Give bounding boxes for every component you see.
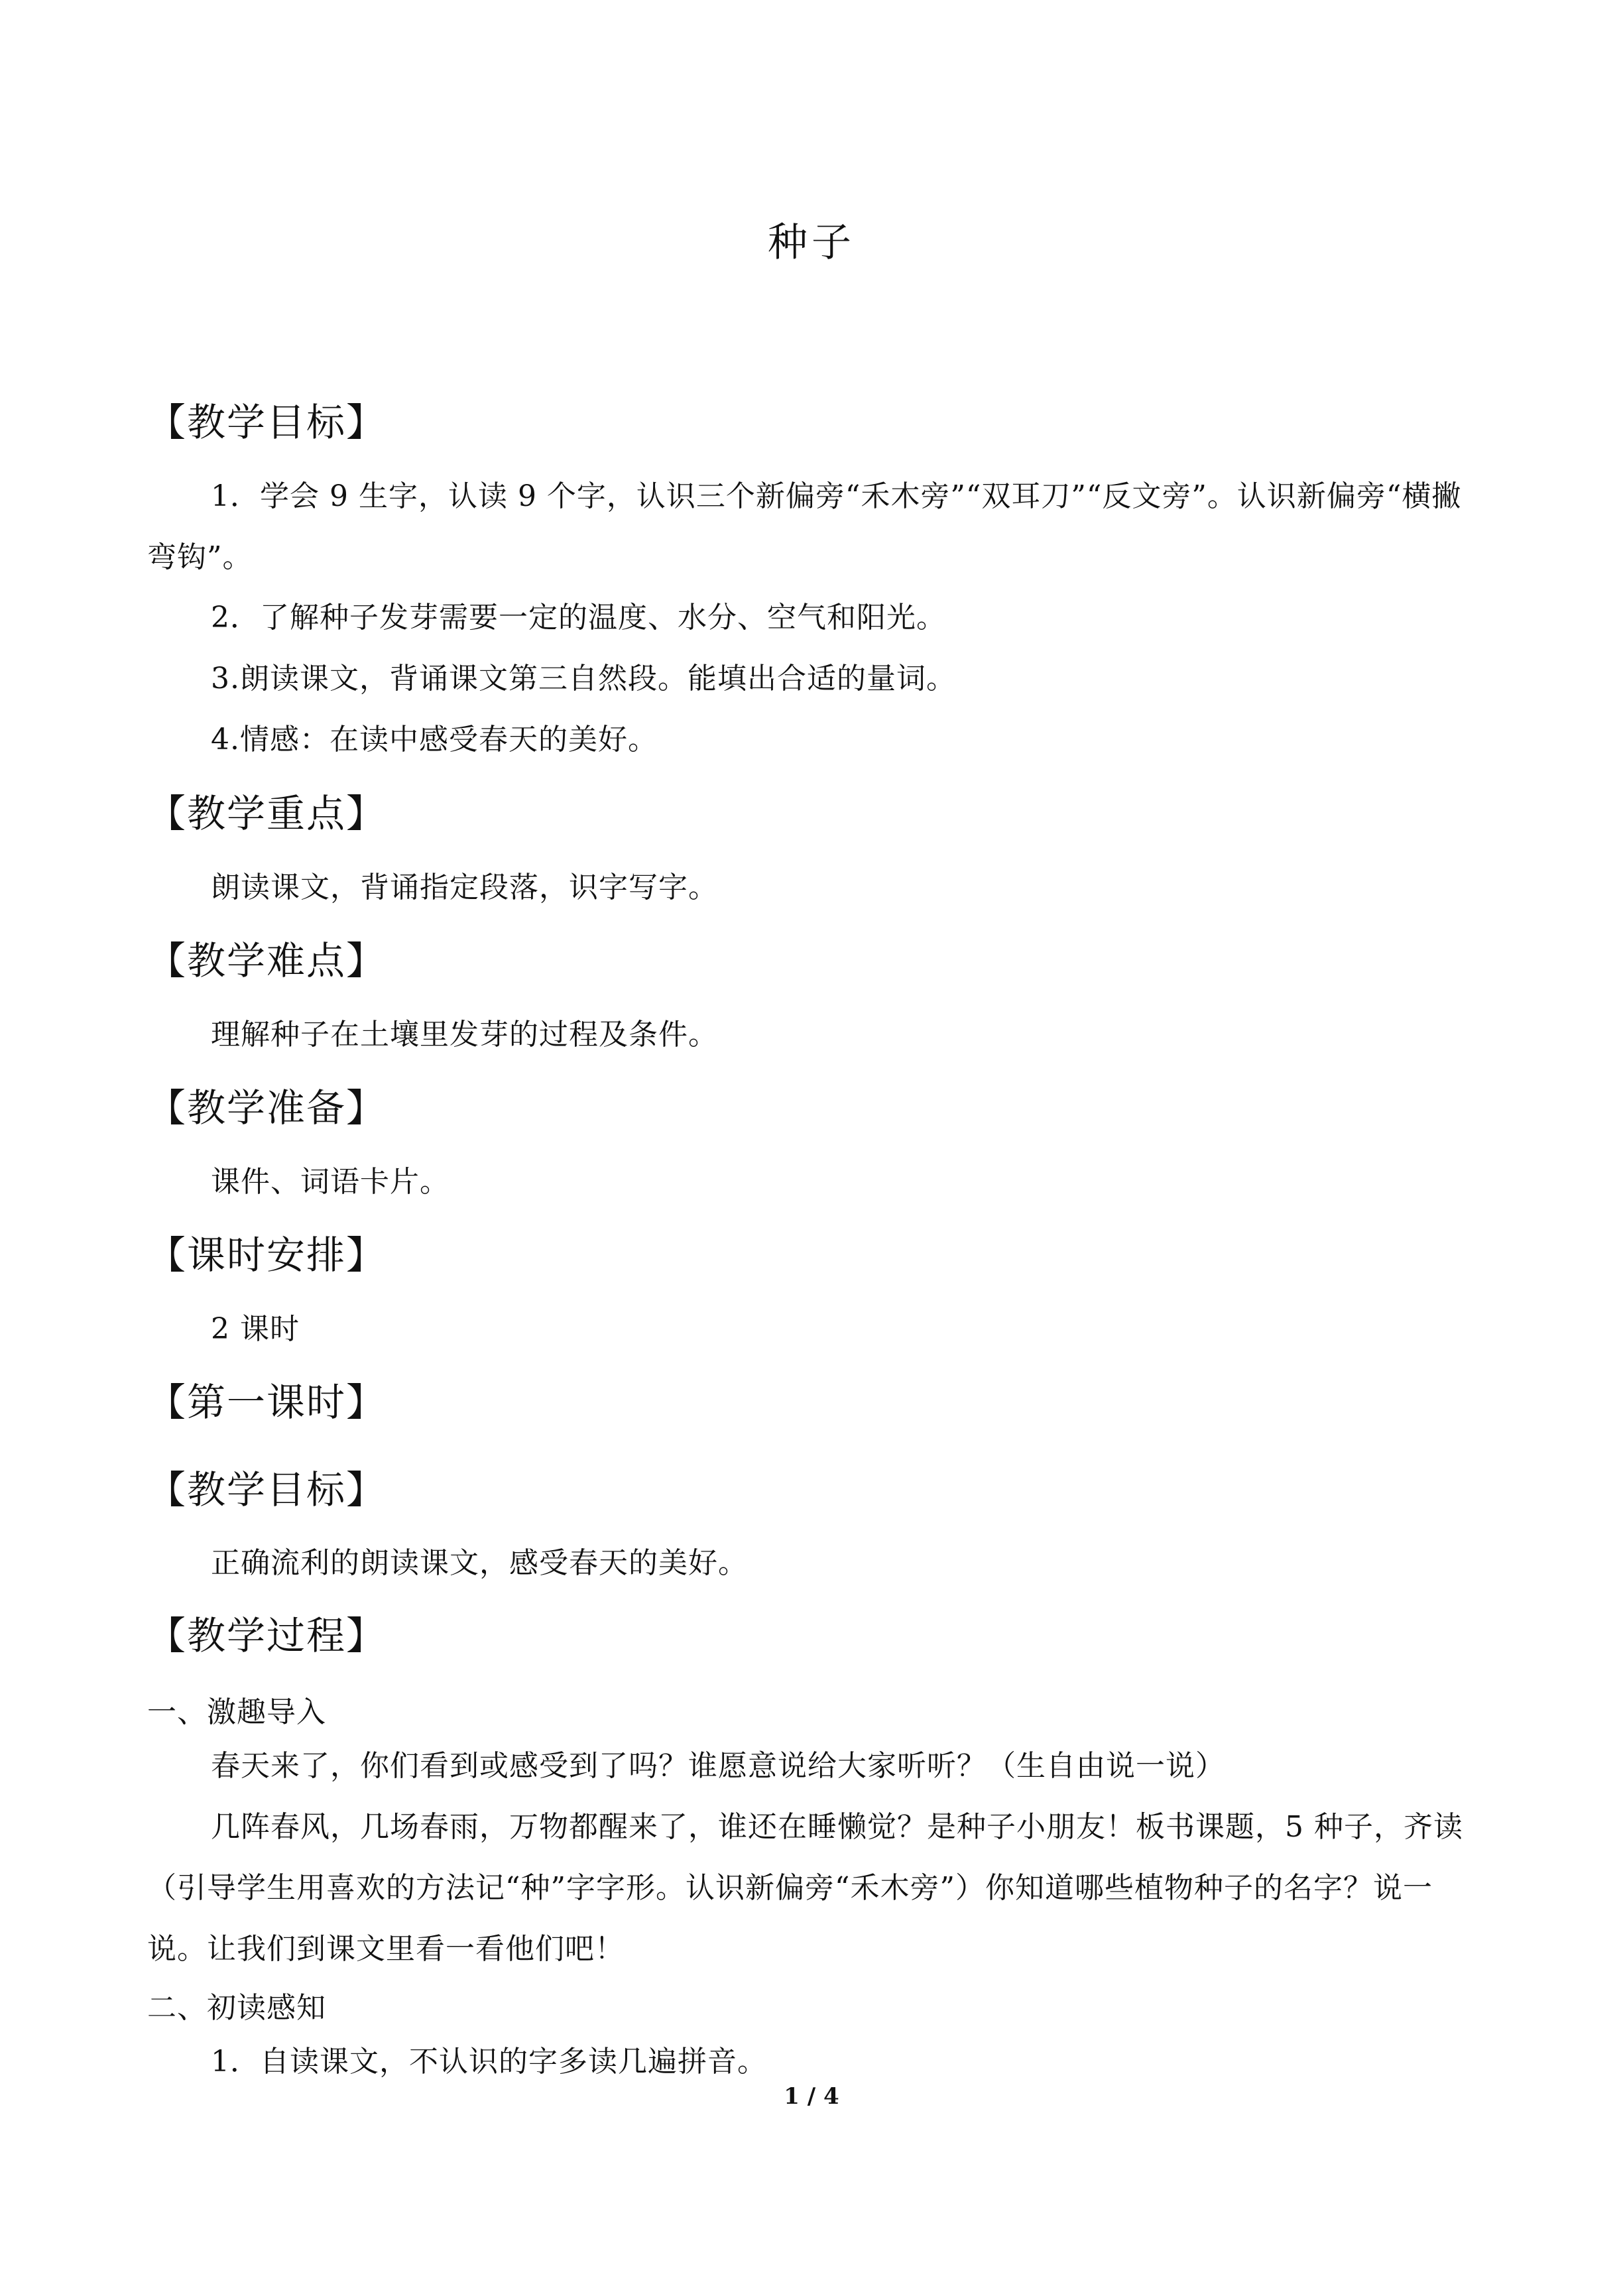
heading-schedule: 【课时安排】 (147, 1233, 387, 1278)
heading-difficulties: 【教学难点】 (147, 938, 387, 983)
schedule-text: 2 课时 (211, 1312, 300, 1346)
heading-objectives-2: 【教学目标】 (147, 1467, 387, 1512)
process-section-2-title: 二、初读感知 (147, 1991, 326, 2025)
page-number: 1 / 4 (784, 2083, 839, 2110)
difficulties-text: 理解种子在土壤里发芽的过程及条件。 (211, 1018, 718, 1052)
heading-first-lesson: 【第一课时】 (147, 1380, 387, 1425)
process-section-2-item-1: 1．自读课文，不认识的字多读几遍拼音。 (211, 2045, 767, 2079)
objectives-2-text: 正确流利的朗读课文，感受春天的美好。 (211, 1546, 748, 1580)
page-title: 种子 (768, 219, 855, 266)
key-points-text: 朗读课文，背诵指定段落，识字写字。 (211, 871, 718, 904)
heading-process: 【教学过程】 (147, 1613, 387, 1658)
objective-1: 1．学会 9 生字，认读 9 个字，认识三个新偏旁“禾木旁”“双耳刀”“反文旁”。认识新偏旁“横撇弯钩”。 (147, 479, 1462, 574)
process-section-1-title: 一、激趣导入 (147, 1695, 326, 1729)
objective-2: 2．了解种子发芽需要一定的温度、水分、空气和阳光。 (211, 601, 946, 634)
objective-4: 4.情感：在读中感受春天的美好。 (211, 723, 658, 756)
process-section-1-para-1: 春天来了，你们看到或感受到了吗？谁愿意说给大家听听？（生自由说一说） (211, 1749, 1225, 1783)
preparation-text: 课件、词语卡片。 (211, 1165, 450, 1199)
process-section-1-para-2: 几阵春风，几场春雨，万物都醒来了，谁还在睡懒觉？是种子小朋友！板书课题，5 种子，齐读（引导学生用喜欢的方法记“种”字字形。认识新偏旁“禾木旁”）你知道哪些植物种子的名字？说一说。让我们到课文里看一看他们吧！ (147, 1810, 1463, 1966)
heading-key-points: 【教学重点】 (147, 791, 387, 836)
objective-3: 3.朗读课文，背诵课文第三自然段。能填出合适的量词。 (211, 662, 956, 695)
heading-preparation: 【教学准备】 (147, 1085, 387, 1130)
heading-objectives: 【教学目标】 (147, 400, 387, 445)
